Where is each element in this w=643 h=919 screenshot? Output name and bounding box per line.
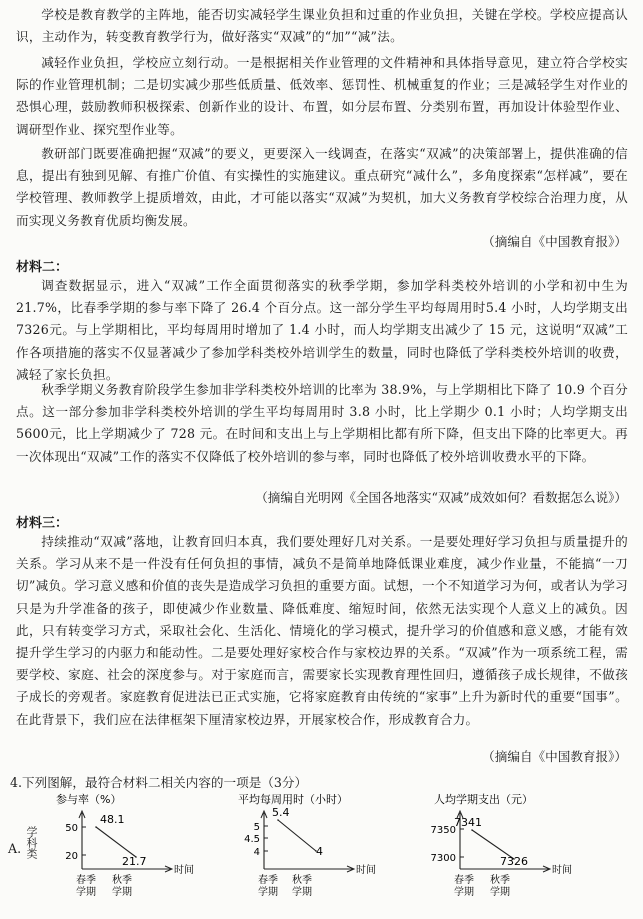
category-label-line1: 秋季 [112,875,132,886]
question-stem: 4.下列图解，最符合材料二相关内容的一项是（3分） [10,775,308,790]
category-label: 学科类 [25,826,38,859]
m1-source: （摘编自《中国教育报》） [482,234,627,249]
series-line [96,827,136,857]
data-label: 48.1 [100,813,125,826]
m2-heading: 材料二： [16,260,69,275]
participation-rate-chart-svg [18,793,228,915]
m1-paragraph-1: 学校是教育教学的主阵地，能否切实减轻学生课业负担和过重的作业负担，关键在学校。学校应提高认识，主动作为，转变教育教学行为，做好落实“双减”的“加”“减”法。 [16,7,628,45]
m1-paragraph-3: 教研部门既要准确把握“双减”的要义，更要深入一线调查，在落实“双减”的决策部署上，提供准确的信息，提出有独到见解、有推广价值、有实操性的实施建议。重点研究“减什么”，多角度探索“怎样减”，要在学校管理、教师教学上提质增效，由此，才可能以落实“双减”为契机，加大义务教育学校综合治理力度，从而实现义务教育优质均衡发展。 [16,146,628,228]
category-label-line2: 学期 [292,887,312,898]
category-label-line1: 春季 [258,875,278,886]
m2-paragraph-2: 秋季学期义务教育阶段学生参加非学科类校外培训的比率为 38.9%，与上学期相比下降了 10.9 个百分点。这一部分参加非学科类校外培训的学生平均每周用时 3.8 小时，比上学期少 0.1 小时；人均学期支出5600元，比上学期减少了 728 元。在时间和支出上与上学期相比都有所下降，但支出下降的比率更大。再一次体现出“双减”工作的落实不仅降低了校外培训的参与率，同时也降低了校外培训收费水平的下降。 [16,382,628,464]
category-label-line1: 春季 [76,875,96,886]
chart-title: 参与率（%） [56,793,122,806]
data-point [95,826,97,828]
data-label: 4 [316,845,323,858]
m3-source: （摘编自《中国教育报》） [482,749,627,764]
category-label-line2: 学期 [112,887,132,898]
category-label-line2: 学期 [454,887,474,898]
m2-paragraph-1: 调查数据显示，进入“双减”工作全面贯彻落实的秋季学期，参加学科类校外培训的小学和初中生为21.7%，比春季学期的参与率下降了 26.4 个百分点。这一部分学生平均每周用时5.4 小时，人均学期支出7326元。与上学期相比，平均每周用时增加了 1.4 小时，而人均学期支出减少了 15 元，这说明“双减”工作各项措施的落实不仅显著减少了参加学科类校外培训学生的数量，同时也降低了学科类校外培训的收费，减轻了家长负担。 [16,278,628,382]
data-label: 21.7 [122,855,147,868]
y-tick-label: 7300 [430,853,456,864]
chart-weekly-hours [228,793,438,915]
chart-participation-rate [18,793,228,915]
x-axis-label: 时间 [174,865,194,876]
chart-semester-spending [418,793,628,915]
option-a-label: A. [8,841,22,856]
series-line [278,820,316,851]
m1-paragraph-2: 减轻作业负担，学校应立刻行动。一是根据相关作业管理的文件精神和具体指导意见，建立符合学校实际的作业管理机制；二是切实减少那些低质量、低效率、惩罚性、机械重复的作业；三是减轻学生对作业的恐惧心理，鼓励教师积极探索、创新作业的设计、布置，如分层布置、分类别布置，再加设计体验型作业、调研型作业、探究型作业等。 [16,55,628,137]
data-label: 5.4 [272,806,290,819]
category-label-line1: 秋季 [292,875,312,886]
data-label: 7326 [500,855,528,868]
y-tick-label: 7350 [430,825,456,836]
data-label: 7341 [454,816,482,829]
weekly-hours-chart-svg [228,793,438,915]
y-tick-label: 50 [65,823,78,834]
x-axis-label: 时间 [356,865,376,876]
y-tick-label: 4 [253,847,260,858]
chart-title: 人均学期支出（元） [434,793,533,806]
m2-source: （摘编自光明网《全国各地落实“双减”成效如何？看数据怎么说》） [255,490,627,505]
m3-heading: 材料三： [16,516,69,531]
semester-spending-chart-svg [418,793,638,915]
y-tick-label: 4.5 [244,834,260,845]
category-label-line2: 学期 [76,887,96,898]
m3-paragraph-1: 持续推动“双减”落地，让教育回归本真，我们要处理好几对关系。一是要处理好学习负担与质量提升的关系。学习从来不是一件没有任何负担的事情，减负不是简单地降低课业难度，减少作业量，不能搞“一刀切”减负。学习意义感和价值的丧失是造成学习负担的重要方面。试想，一个不知道学习为何，或者认为学习只是为升学准备的孩子，即使减少作业数量、降低难度、缩短时间，依然无法实现个人意义上的减负。因此，只有转变学习方式，采取社会化、生活化、情境化的学习模式，提升学习的价值感和意义感，才能有效提升学生学习的内驱力和能动性。二是要处理好家校合作与家校边界的关系。“双减”作为一项系统工程，需要学校、家庭、社会的深度参与。对于家庭而言，需要家长实现教育理性回归，遵循孩子成长规律，不做孩子成长的旁观者。家庭教育促进法已正式实施，它将家庭教育由传统的“家事”上升为新时代的重要“国事”。在此背景下，我们应在法律框架下厘清家校边界，开展家校合作，形成教育合力。 [16,534,628,727]
x-axis-label: 时间 [552,865,572,876]
y-tick-label: 20 [65,851,78,862]
chart-title: 平均每周用时（小时） [238,793,348,806]
category-label-line1: 秋季 [490,875,510,886]
data-point [277,819,279,821]
y-tick-label: 5 [253,822,260,833]
data-point [471,829,473,831]
category-label-line2: 学期 [490,887,510,898]
category-label-line1: 春季 [454,875,474,886]
category-label-line2: 学期 [258,887,278,898]
